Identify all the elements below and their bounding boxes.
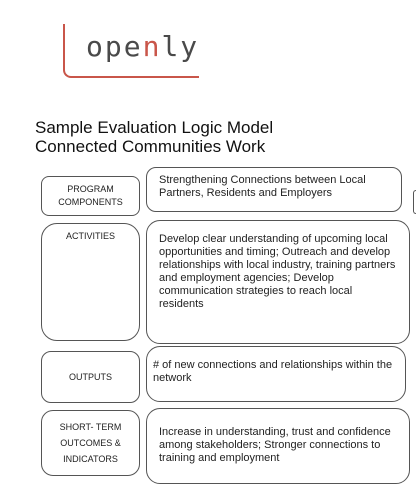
program-components-content-box: [146, 167, 402, 212]
outputs-content-box: [146, 346, 406, 402]
activities-label-box: [41, 223, 140, 341]
short-term-content-box: [146, 408, 410, 484]
program-components-label-box: [41, 176, 140, 216]
logo-part-1: ope: [86, 30, 143, 63]
outputs-label: OUTPUTS: [68, 371, 112, 382]
activities-text: Develop clear understanding of upcoming local opportunities and timing; Outreach and develop relationships with local industry, training partners and employment agencies; Develop communication strategies to reach local residents: [159, 233, 396, 310]
activities-content-box: [146, 220, 410, 344]
short-term-label: SHORT- TERM OUTCOMES & INDICATORS: [59, 422, 122, 464]
program-components-label: PROGRAM COMPONENTS: [58, 184, 123, 207]
logo-part-3: ly: [161, 30, 200, 63]
outputs-label-box: [41, 351, 140, 403]
short-term-text: Increase in understanding, trust and confidence among stakeholders; Stronger connections to training and employment: [159, 426, 391, 464]
outputs-text: # of new connections and relationships within the network: [153, 359, 393, 384]
logo-tick: [63, 24, 65, 32]
title-line-2: Connected Communities Work: [35, 137, 266, 156]
logo-wordmark: [86, 30, 199, 63]
activities-label: ACTIVITIES: [65, 231, 115, 241]
page-title: [35, 118, 273, 156]
title-line-1: Sample Evaluation Logic Model: [35, 118, 274, 137]
logo-part-2: n: [142, 30, 162, 63]
program-components-text: Strengthening Connections between Local Partners, Residents and Employers: [159, 174, 366, 199]
short-term-label-box: [41, 410, 140, 476]
